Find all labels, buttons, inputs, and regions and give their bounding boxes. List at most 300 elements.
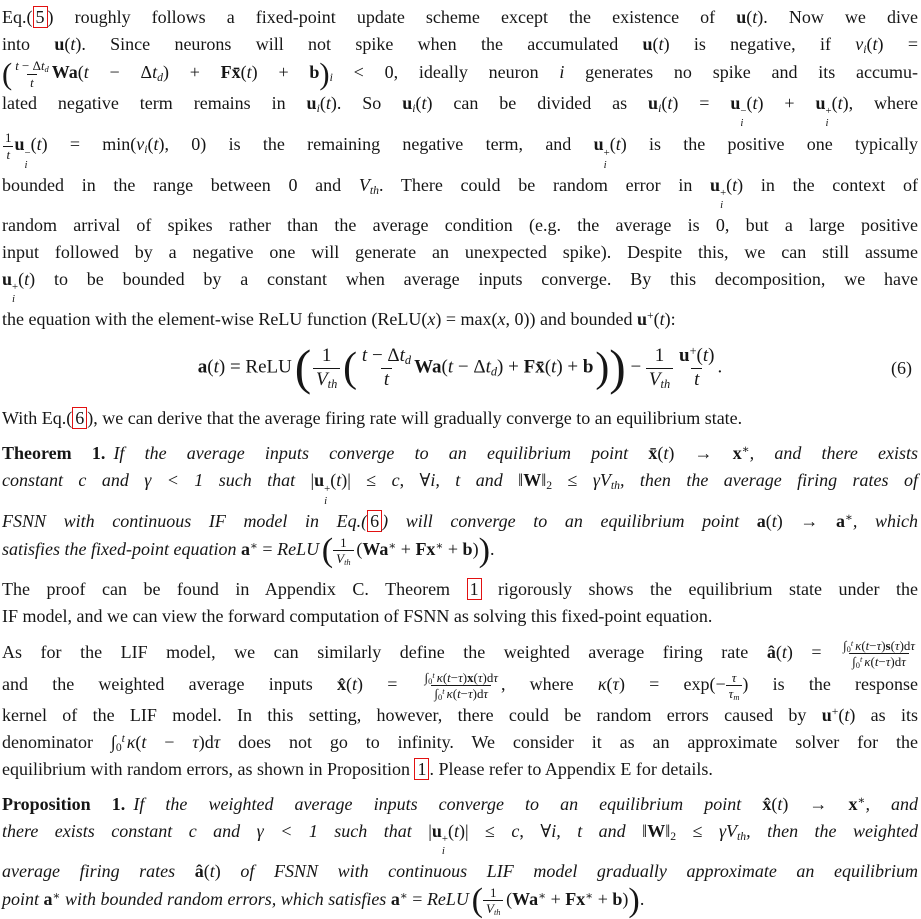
text-run: ‖ [518,470,524,491]
text-run: . Please refer to Appendix E for details. [429,758,713,779]
italic-run: and [460,470,519,491]
subscript [825,118,828,130]
italic-run: t [246,62,252,83]
bold-math-run: W [647,820,666,841]
subscript [370,183,379,196]
italic-run: ReLU [426,889,469,909]
text-run: ( [345,673,352,694]
text-run: ( [838,704,845,725]
text-run: 1 [321,344,332,366]
theorem-1-line-2 [2,467,918,507]
fraction-numerator [319,345,335,368]
text-run: The proof can be found in Appendix C. Theorem [2,578,467,599]
bold-math-run: b [612,889,623,909]
italic-run: V [648,368,661,390]
text-run: Eq.( [2,7,33,27]
bold-math-run: Fx [415,538,436,559]
para-with-eq6-line-1 [2,405,918,432]
text-run: ) = [672,93,731,114]
subscript [740,118,743,130]
text-run: ( [765,510,772,531]
italic-run: i [740,117,744,130]
italic-run: t [860,653,863,664]
text-run: ( [442,669,448,685]
text-run: ( [746,7,753,27]
bold-math-run: Wa [414,356,442,378]
para-u-decomposition-line-3: ( $\frac{t - \Delta t_d}{t}$ $Wa(t - \Delta t_d)$ + Fx̄(t) + $b)_i < 0$, ideally neuron i generates no spike and its accumu- [2,57,918,92]
bold-math-run: b [462,538,473,559]
italic-run: t [213,356,219,378]
text-run: + [546,889,566,909]
italic-run: V [336,551,345,567]
text-run: ( [203,860,210,881]
italic-run: d [44,64,49,75]
text-run: | [310,470,315,491]
italic-run: τ [213,731,221,752]
text-run: ( [447,820,454,841]
italic-run: t [152,62,158,83]
text-run: ) + [162,62,221,83]
italic-run: v [136,134,145,155]
text-run: ), we can derive that the average firing rate will gradually converge to an equilibrium state. [87,408,743,429]
italic-run: t [336,470,342,491]
text-run: ) → [668,443,733,464]
para-u-decomposition-line-4 [2,90,918,130]
text-run: 1 [654,344,665,366]
bold-math-run: x̄ [535,356,545,378]
italic-run: th [344,557,351,568]
subscript [720,200,723,212]
subscript [324,496,327,508]
text-run: − [146,731,193,752]
subscript [405,353,411,367]
equation-6 [2,340,918,396]
text-run: ) + [556,356,583,378]
text-run: )| ≤ [341,470,392,491]
italic-run: κ [855,637,862,653]
text-run: ( [147,134,154,155]
italic-run: of FSNN with continuous LIF model gradually approximate an equilibrium [240,860,919,881]
text-run: ∗ [388,538,397,552]
text-run: ) = [877,34,918,54]
equation-body: a(t) = ReLU( $\frac{1}{V_{th}}$ ( $\frac{t - \Delta t_d}{t}$ $Wa(t - \Delta t_d)$ + Fx̄(t) + b)) − $\frac{1}{V_{th}}$ $\frac{u^+(t)}{t}$ . [197,340,723,396]
text-run: ( [870,654,875,670]
text-run: ( [135,731,142,752]
proposition-1 [2,791,918,917]
italic-run: i [144,143,148,157]
bold-math-run: u [54,34,65,54]
text-run: ( [606,673,613,694]
text-run: ( [609,134,616,155]
italic-run: t [615,134,621,155]
bold-math-run: Fx [565,889,586,909]
text-run: | [428,820,432,841]
text-run: ∫ [434,686,439,702]
text-run: With Eq.( [2,408,73,429]
text-run: ∗ [741,443,750,457]
text-run: ∗ [399,889,408,903]
italic-run: t [777,793,783,814]
italic-run: i, t [551,820,583,841]
text-run: ( [775,641,782,662]
italic-run: i [863,42,867,56]
text-run: generates no spike and its accumu- [564,62,918,83]
italic-run: γV [592,470,611,491]
text-run: ( [240,62,247,83]
bold-math-run: x̂ [336,673,346,694]
bold-math-run: a [390,889,400,909]
text-run: . [489,538,495,559]
text-run: + [593,889,613,909]
text-run: ( [657,443,664,464]
ref-link-eq-5[interactable]: 5 [33,6,48,28]
text-run: + [689,343,697,358]
text-run: kernel of the LIF model. In this setting, however, there could be random errors caused by [2,704,822,725]
text-run: ( [771,793,778,814]
text-run: ∫ [110,731,116,752]
fraction [2,130,14,162]
superscript [851,637,853,647]
bold-math-run: u [642,34,653,54]
text-run: ( [544,356,552,378]
text-run: ) in the context of [737,174,918,195]
italic-run: th [493,907,501,918]
text-run: 0 [115,740,122,754]
text-run: − [740,105,747,118]
italic-run: t [153,134,159,155]
text-run: ( [696,344,703,366]
text-run: ∗ [857,793,866,807]
subscript [344,557,351,567]
bold-math-run: u [636,308,647,329]
proposition-1-line-2 [2,818,918,858]
italic-run: V [486,901,494,917]
text-run: 0 [438,692,443,703]
fraction [313,345,340,392]
text-run: ) roughly follows a fixed-point update scheme except the existence of [47,7,737,27]
fraction-denominator [849,653,909,670]
text-run: , where [500,673,598,694]
italic-run: t [872,34,878,54]
theorem-1-line-4: satisfies the fixed-point equation a∗ = ReLU( $\frac{1}{V_{th}}$ (Wa∗ + Fx∗ + b)). [2,531,495,569]
text-run: − [450,669,459,685]
text-run: + [396,538,416,559]
subscript [494,907,501,917]
italic-run: τ [493,669,498,685]
theorem-1-line-1 [2,440,918,467]
italic-run: t [30,74,34,90]
bold-math-run: u [14,134,25,155]
fraction-numerator [652,345,668,368]
text-run: ) [462,669,468,685]
superscript [538,889,546,902]
italic-run: t [837,93,843,114]
text-run: ) = min( [41,134,137,155]
text-run: 1 [490,884,497,900]
para-u-decomposition-line-10 [2,306,918,333]
italic-run: i [412,101,416,115]
text-run: , ∀ [399,470,431,491]
ref-link-theorem-1[interactable]: 1 [467,578,482,600]
subscript [442,846,445,858]
italic-run: i [825,117,829,130]
text-run: 0 [428,675,433,686]
fraction [726,670,743,702]
italic-run: v [855,34,864,54]
italic-run: ReLU [277,538,320,559]
superscript [250,539,258,552]
text-run: ( [861,637,866,653]
superscript [845,511,853,524]
text-run: ) [881,637,886,653]
para-u-decomposition-line-5 [2,130,918,171]
text-run: = [407,889,427,909]
text-run: and the weighted average inputs [2,673,337,694]
italic-run: th [660,376,671,391]
subscript [604,160,607,172]
italic-run: t [457,686,461,702]
fraction-denominator [483,900,503,917]
text-run: ) is the positive one typically [620,134,918,155]
italic-run: κ [446,686,453,702]
bold-math-run: u [314,470,325,491]
italic-run: i, t [430,470,461,491]
text-run: + [720,186,727,199]
italic-run: , and there exists [749,443,919,464]
text-run: )d [472,686,484,702]
fraction-denominator [431,685,491,702]
text-run: ( [356,538,363,559]
text-run: lated negative term remains in [2,93,307,114]
text-run: As for the LIF model, we can similarly define the weighted average firing rate [2,641,767,662]
italic-run: th [369,183,379,197]
text-run: ( [18,268,25,289]
italic-run: , then the average firing rates of [620,470,918,491]
italic-run: κ [864,654,871,670]
text-run: . [717,356,723,378]
ref-link-eq-6[interactable]: 6 [72,407,87,429]
text-run: input followed by a negative one will generate an unexpected spike). Despite this, we can still assume [2,241,918,262]
italic-run: average firing rates [2,860,195,881]
text-run: − Δ [367,344,400,366]
equation-number: (6) [891,357,912,378]
bold-math-run: x̂ [762,793,772,814]
italic-run: i [24,158,28,171]
bold-math-run: u [821,704,832,725]
fraction-numerator [840,638,918,654]
italic-run: τ [731,669,737,685]
italic-run: τ [192,731,199,752]
text-run: ) = max( [435,308,498,329]
italic-run: t [351,673,357,694]
text-run: ( [653,308,660,329]
italic-run: , which [852,510,918,531]
superscript [690,344,697,358]
italic-run: V [358,174,370,195]
text-run: ( [330,470,337,491]
text-run: )d [890,654,902,670]
text-run: ( [207,356,214,378]
italic-run: t [442,685,445,696]
text-run: ). So [330,93,403,114]
italic-run: κ [126,731,136,752]
text-run: )d [198,731,214,752]
italic-run: t [663,443,669,464]
bold-math-run: b [309,62,320,83]
text-run: 1 [5,130,12,146]
italic-run: i [559,62,565,83]
fraction [676,345,717,392]
text-run: ) + [251,62,310,83]
text-run: into [2,34,55,54]
italic-run: τ [876,637,882,653]
text-run: ( [831,93,838,114]
text-run: − Δ [453,356,486,378]
italic-run: t [421,93,427,114]
text-run: ) → [776,510,836,531]
text-run: . There could be random error in [378,174,711,195]
text-run: ‖ [665,820,671,841]
text-run: ( [64,34,71,54]
italic-run: , and [865,793,919,814]
text-run: ( [890,637,895,653]
text-run: ) [622,889,629,909]
text-run: ), 0) is the remaining negative term, and [158,134,594,155]
fraction [646,345,673,392]
italic-run: t [781,641,787,662]
italic-run: t [485,356,491,378]
italic-run: with bounded random errors, which satisfies [60,889,391,909]
text-run: ‖ [541,470,547,491]
para-with-eq6 [2,405,918,432]
italic-run: t [361,344,368,366]
text-run: ) = ReLU [218,356,292,378]
bold-math-run: x [848,793,858,814]
italic-run: t [658,34,664,54]
italic-run: t [771,510,777,531]
text-run: − [878,654,886,670]
superscript [647,309,654,322]
bold-math-run: x [467,669,474,685]
para-lif-model-line-3 [2,702,918,729]
superscript [742,444,750,457]
italic-run: t [70,34,76,54]
text-run: − Δ [88,62,153,83]
text-run: ) + [757,93,816,114]
text-run: ) [472,538,479,559]
text-run: ) → [782,793,849,814]
bold-math-run: s [885,637,891,653]
text-run: . [639,889,645,909]
bold-math-run: u [306,93,317,114]
fraction-numerator [729,670,740,686]
para-lif-model-line-5 [2,756,918,783]
bold-math-run: Wa [512,889,539,909]
text-run: + [441,833,448,846]
proposition-1-line-3 [2,858,918,885]
text-run: < 0, ideally neuron [332,62,560,83]
text-run: ∫ [852,654,856,670]
text-run: ( [866,34,873,54]
bold-math-run: x [732,443,742,464]
italic-run: there exists constant c and γ < 1 such that [2,820,429,841]
italic-run: t [141,731,147,752]
italic-run: and [582,820,643,841]
bold-math-run: a [756,510,766,531]
para-lif-model-line-1 [2,638,918,670]
italic-run: th [737,829,747,843]
fraction-denominator [3,146,13,163]
text-run: random arrival of spikes rather than the average condition (e.g. the average is 0, but a large positive [2,214,918,235]
bold-math-run: Proposition 1. [2,793,126,814]
text-run: ( [77,62,84,83]
italic-run: t [383,368,390,390]
text-run: ( [652,34,659,54]
text-run: ( [319,93,326,114]
text-run: ) can be divided as [426,93,649,114]
ref-link-eq-6[interactable]: 6 [367,510,382,532]
italic-run: τ [728,686,734,702]
text-run: 1 [340,534,347,550]
ref-link-proposition-1[interactable]: 1 [414,758,429,780]
text-run: ( [746,93,753,114]
fraction-numerator [12,58,52,74]
para-u-decomposition-line-9 [2,266,918,306]
text-run: 0 [846,643,851,654]
italic-run: th [610,479,621,493]
bold-math-run: u [402,93,413,114]
italic-run: ) will converge to an equilibrium point [382,510,757,531]
bold-math-run: u [431,820,442,841]
text-run: denominator [2,731,111,752]
bold-math-run: a [835,510,845,531]
italic-run: FSNN with continuous IF model in Eq.( [2,510,368,531]
text-run: + [647,308,654,322]
text-run: the equation with the element-wise ReLU function (ReLU( [2,308,428,329]
italic-run: t [325,93,331,114]
subscript [328,377,338,391]
text-run: 0 [855,660,860,671]
text-run: − Δ [18,58,41,73]
bold-math-run: â [766,641,776,662]
text-run: ( [473,669,478,685]
para-u-decomposition-line-7 [2,212,918,239]
text-run: + [825,105,832,118]
fraction-numerator [359,345,414,368]
subscript [45,64,49,74]
text-run: + [324,482,331,495]
italic-run: t [36,134,42,155]
italic-run: x [427,308,436,329]
italic-run: t [702,344,709,366]
theorem-1 [2,440,919,569]
para-u-decomposition [2,4,918,333]
text-run: ) = exp( [618,673,716,694]
italic-run: x [497,308,506,329]
text-run: ‖ [642,820,648,841]
italic-run: i [324,494,328,507]
italic-run: t [752,93,758,114]
para-proof-reference [2,576,918,630]
text-run: ∗ [538,889,547,903]
bold-math-run: W [523,470,542,491]
italic-run: constant c and γ < 1 such that [2,470,311,491]
italic-run: If the average inputs converge to an equilibrium point [113,443,649,464]
text-run: + [831,704,839,718]
text-run: ). Now we dive [757,7,918,27]
italic-run: i [658,101,662,115]
italic-run: t [865,637,870,653]
